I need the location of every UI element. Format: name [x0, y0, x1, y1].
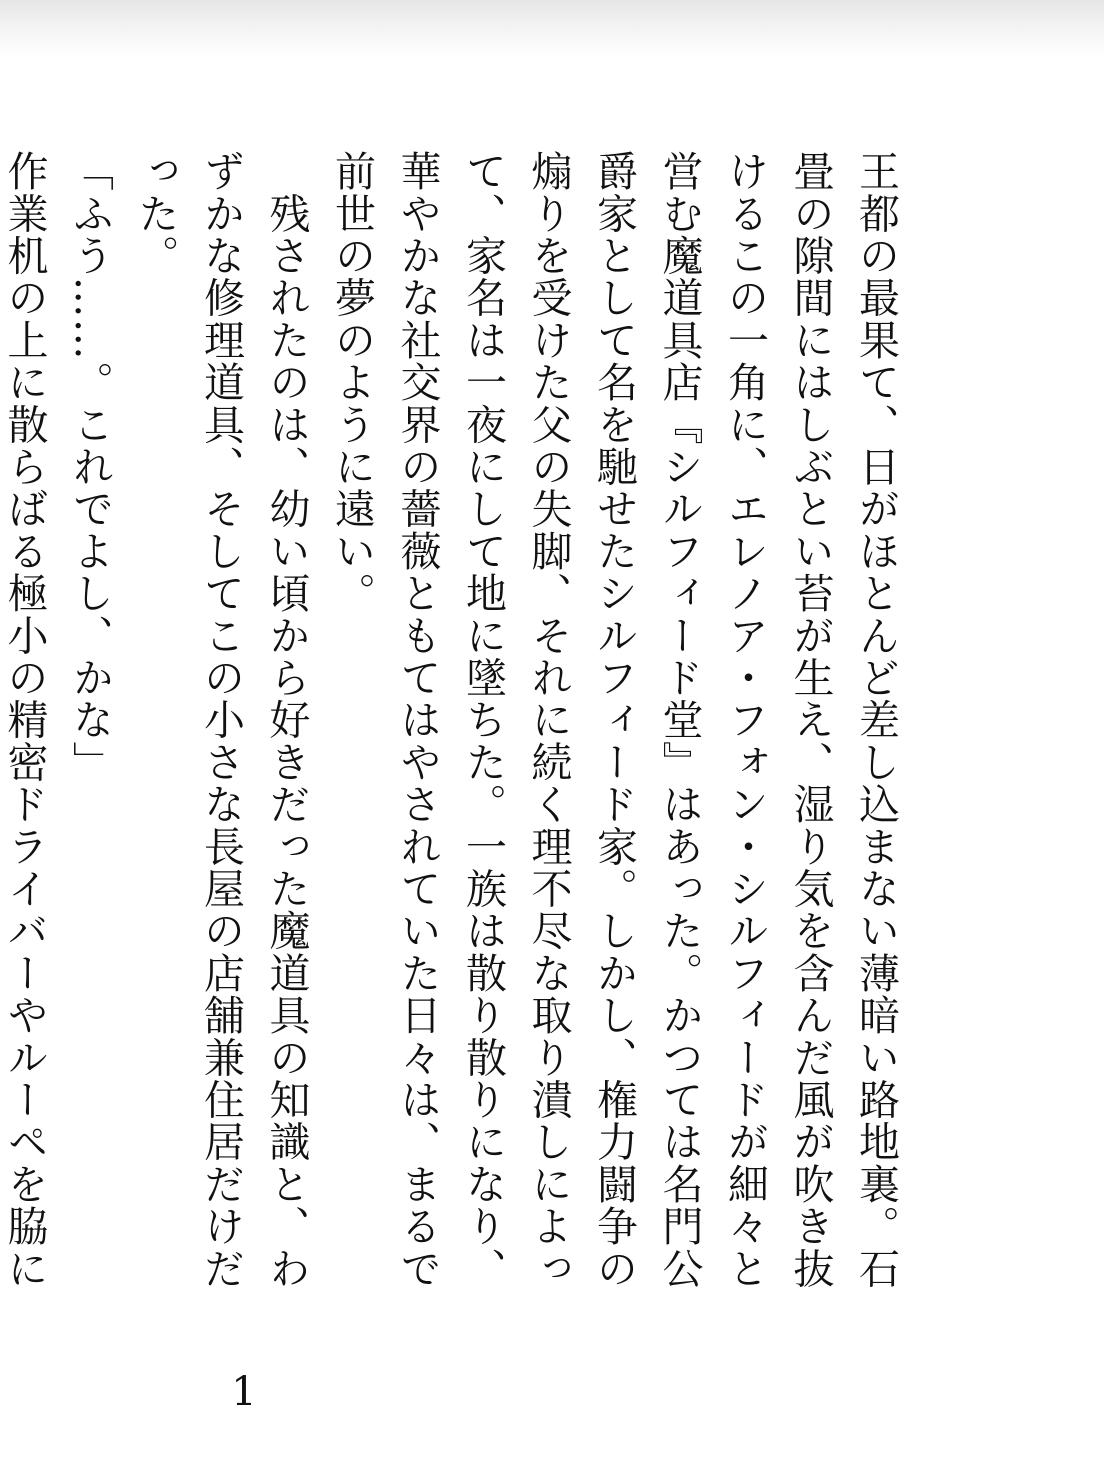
paragraph-4: 作業机の上に散らばる極小の精密ドライバーやルーペを脇に	[0, 150, 49, 1290]
vertical-text-body	[0, 150, 908, 1290]
page-number: 1	[231, 1369, 257, 1415]
paragraph-2: 残されたのは、幼い頃から好きだった魔道具の知識と、わずかな修理道具、そしてこの小さな長屋の店舗兼住居だけだった。	[131, 150, 311, 1290]
top-shadow-bar	[0, 0, 1104, 58]
paragraph-3: 「ふう……。これでよし、かな」	[66, 150, 114, 783]
paragraph-1: 王都の最果て、日がほとんど差し込まない薄暗い路地裏。石畳の隙間にはしぶとい苔が生え、湿り気を含んだ風が吹き抜けるこの一角に、エレノア・フォン・シルフィードが細々と営む魔道具店『シルフィード堂』はあった。かつては名門公爵家として名を馳せたシルフィード家。しかし、権力闘争の煽りを受けた父の失脚、それに続く理不尽な取り潰しによって、家名は一夜にして地に墜ちた。一族は散り散りになり、華やかな社交界の薔薇ともてはやされていた日々は、まるで前世の夢のように遠い。	[328, 150, 900, 1290]
